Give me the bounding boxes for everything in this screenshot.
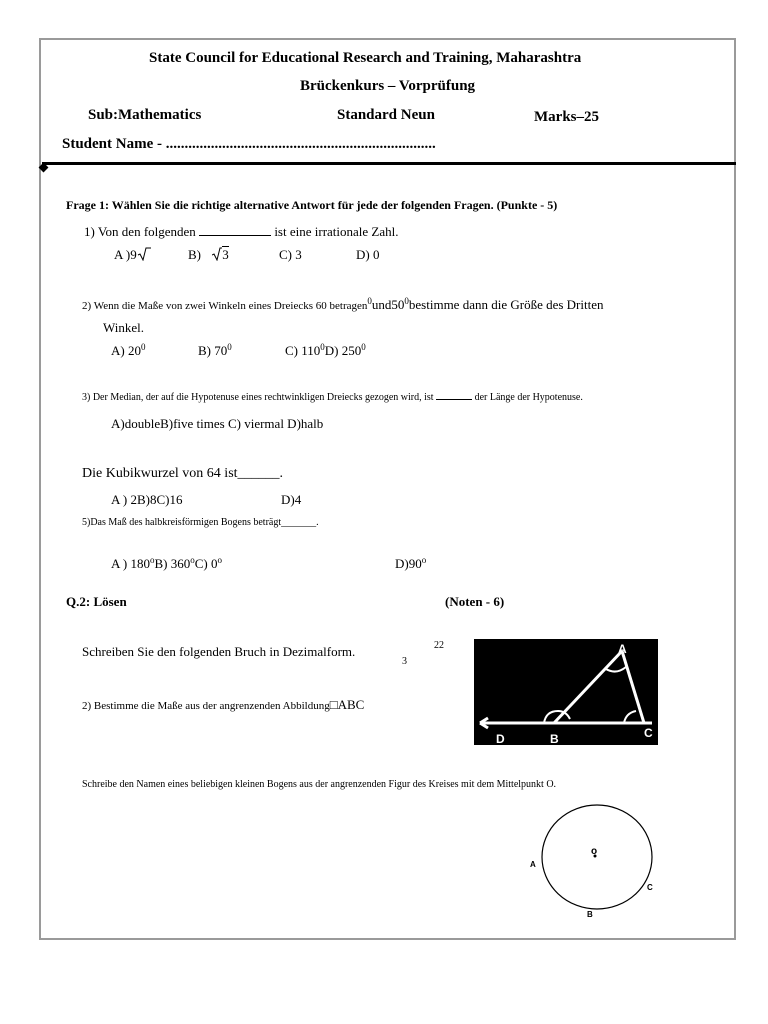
q1-item-5-text: 5)Das Maß des halbkreisförmigen Bogens beträgt_______. [82, 517, 319, 528]
triangle-figure [474, 639, 658, 745]
radical-sign-icon [212, 247, 222, 261]
degree-mark: 0 [140, 342, 146, 352]
triangle-label-a: A [618, 642, 627, 656]
q1-item-3-options: A)doubleB)five times C) viermal D)halb [111, 416, 324, 431]
q1-item-2-text-c: bestimme dann die Größe des Dritten [408, 297, 604, 312]
question-2-title: Q.2: Lösen [66, 594, 127, 609]
q1-item-1-option-d: D) 0 [356, 247, 380, 262]
option-a-label: A )9 [114, 247, 137, 262]
q1-item-1-text [84, 224, 399, 240]
option-b-label: B) 360 [154, 556, 191, 571]
q1-item-2-option-a [111, 342, 145, 359]
fraction-denominator: 3 [402, 656, 407, 667]
degree-mark: o [217, 555, 222, 565]
q2-item-2-text-main: 2) Bestimme die Maße aus der angrenzenden Abbildung [82, 700, 330, 712]
student-name-line: Student Name - ........................................................................ [62, 136, 436, 152]
institution-title: State Council for Educational Research and Training, Maharashtra [149, 50, 582, 66]
triangle-label-c: C [644, 726, 653, 740]
circle-label-a: A [530, 860, 536, 869]
q1-item-1-text-b: ist eine irrationale Zahl. [271, 224, 399, 239]
q1-item-3-text-a: 3) Der Median, der auf die Hypotenuse eines rechtwinkligen Dreiecks gezogen wird, ist [82, 392, 437, 403]
degree-mark: o [190, 555, 195, 565]
circle-label-b: B [587, 910, 593, 919]
option-a-label: A) 20 [111, 343, 141, 358]
q2-item-2-text [82, 697, 364, 713]
circle-diagram-icon [525, 800, 665, 925]
degree-mark: o [421, 555, 427, 565]
option-b-radicand: 3 [222, 247, 229, 262]
question-1-title: Frage 1: Wählen Sie die richtige alternative Antwort für jede der folgenden Fragen. (Punkte - 5) [66, 198, 558, 212]
triangle-diagram-icon [474, 639, 658, 745]
degree-mark: 0 [227, 342, 232, 352]
q1-item-2-text-a: 2) Wenn die Maße von zwei Winkeln eines Dreiecks 60 betragen [82, 300, 368, 312]
q1-item-4-text: Die Kubikwurzel von 64 ist______. [82, 466, 284, 481]
option-a-label: A ) 180 [111, 556, 150, 571]
fraction-numerator: 22 [434, 640, 444, 651]
q1-item-2-option-c [285, 342, 366, 359]
q1-item-3-text [82, 390, 583, 403]
q1-item-5-options-abc [111, 555, 222, 572]
header-divider [42, 162, 736, 165]
option-b-label: B) 70 [198, 343, 228, 358]
degree-mark: 0 [361, 342, 366, 352]
option-d-label: D) 250 [324, 343, 362, 358]
circle-label-c: C [647, 883, 653, 892]
q1-item-2-option-b [198, 342, 232, 359]
marks-label: Marks–25 [534, 109, 599, 125]
q1-item-1-option-a [114, 247, 151, 263]
standard-label: Standard Neun [337, 107, 435, 123]
radical-sign-icon [137, 247, 151, 261]
answer-blank [436, 390, 472, 400]
triangle-label-d: D [496, 732, 505, 745]
angle-symbol-placeholder: □ [329, 697, 338, 712]
q1-item-2-text [82, 296, 604, 313]
q1-item-2-text-b: und50 [371, 297, 405, 312]
triangle-label-b: B [550, 732, 559, 745]
subject-label: Sub:Mathematics [88, 107, 202, 123]
triangle-name: ABC [337, 697, 365, 712]
degree-mark: 0 [320, 342, 325, 352]
q1-item-5-option-d [395, 555, 426, 572]
answer-blank [199, 224, 271, 236]
q1-item-3-text-b: der Länge der Hypotenuse. [472, 392, 583, 403]
q1-item-4-options-a: A ) 2B)8C)16 [111, 492, 183, 507]
q2-item-3-text: Schreibe den Namen eines beliebigen kleinen Bogens aus der angrenzenden Figur des Kreises mit dem Mittelpunkt O. [82, 779, 557, 790]
exam-title: Brückenkurs – Vorprüfung [300, 78, 476, 94]
circle-center-label: o [591, 846, 598, 857]
q2-item-1-text: Schreiben Sie den folgenden Bruch in Dezimalform. [82, 644, 356, 659]
q1-item-4-options-b: D)4 [281, 492, 302, 507]
option-b-label: B) [188, 247, 201, 262]
circle-figure [525, 800, 665, 925]
q1-item-2-text-d: Winkel. [103, 320, 144, 335]
q1-item-1-option-c: C) 3 [279, 247, 302, 262]
option-d-label: D)90 [395, 556, 422, 571]
degree-mark: o [150, 555, 155, 565]
option-c-label: C) 0 [194, 556, 218, 571]
q1-item-1-text-a: 1) Von den folgenden [84, 224, 200, 239]
q1-item-1-option-b [188, 247, 229, 263]
question-2-marks: (Noten - 6) [445, 594, 505, 609]
degree-mark: 0 [367, 296, 372, 306]
option-c-label: C) 110 [285, 343, 321, 358]
degree-mark: 0 [404, 296, 409, 306]
